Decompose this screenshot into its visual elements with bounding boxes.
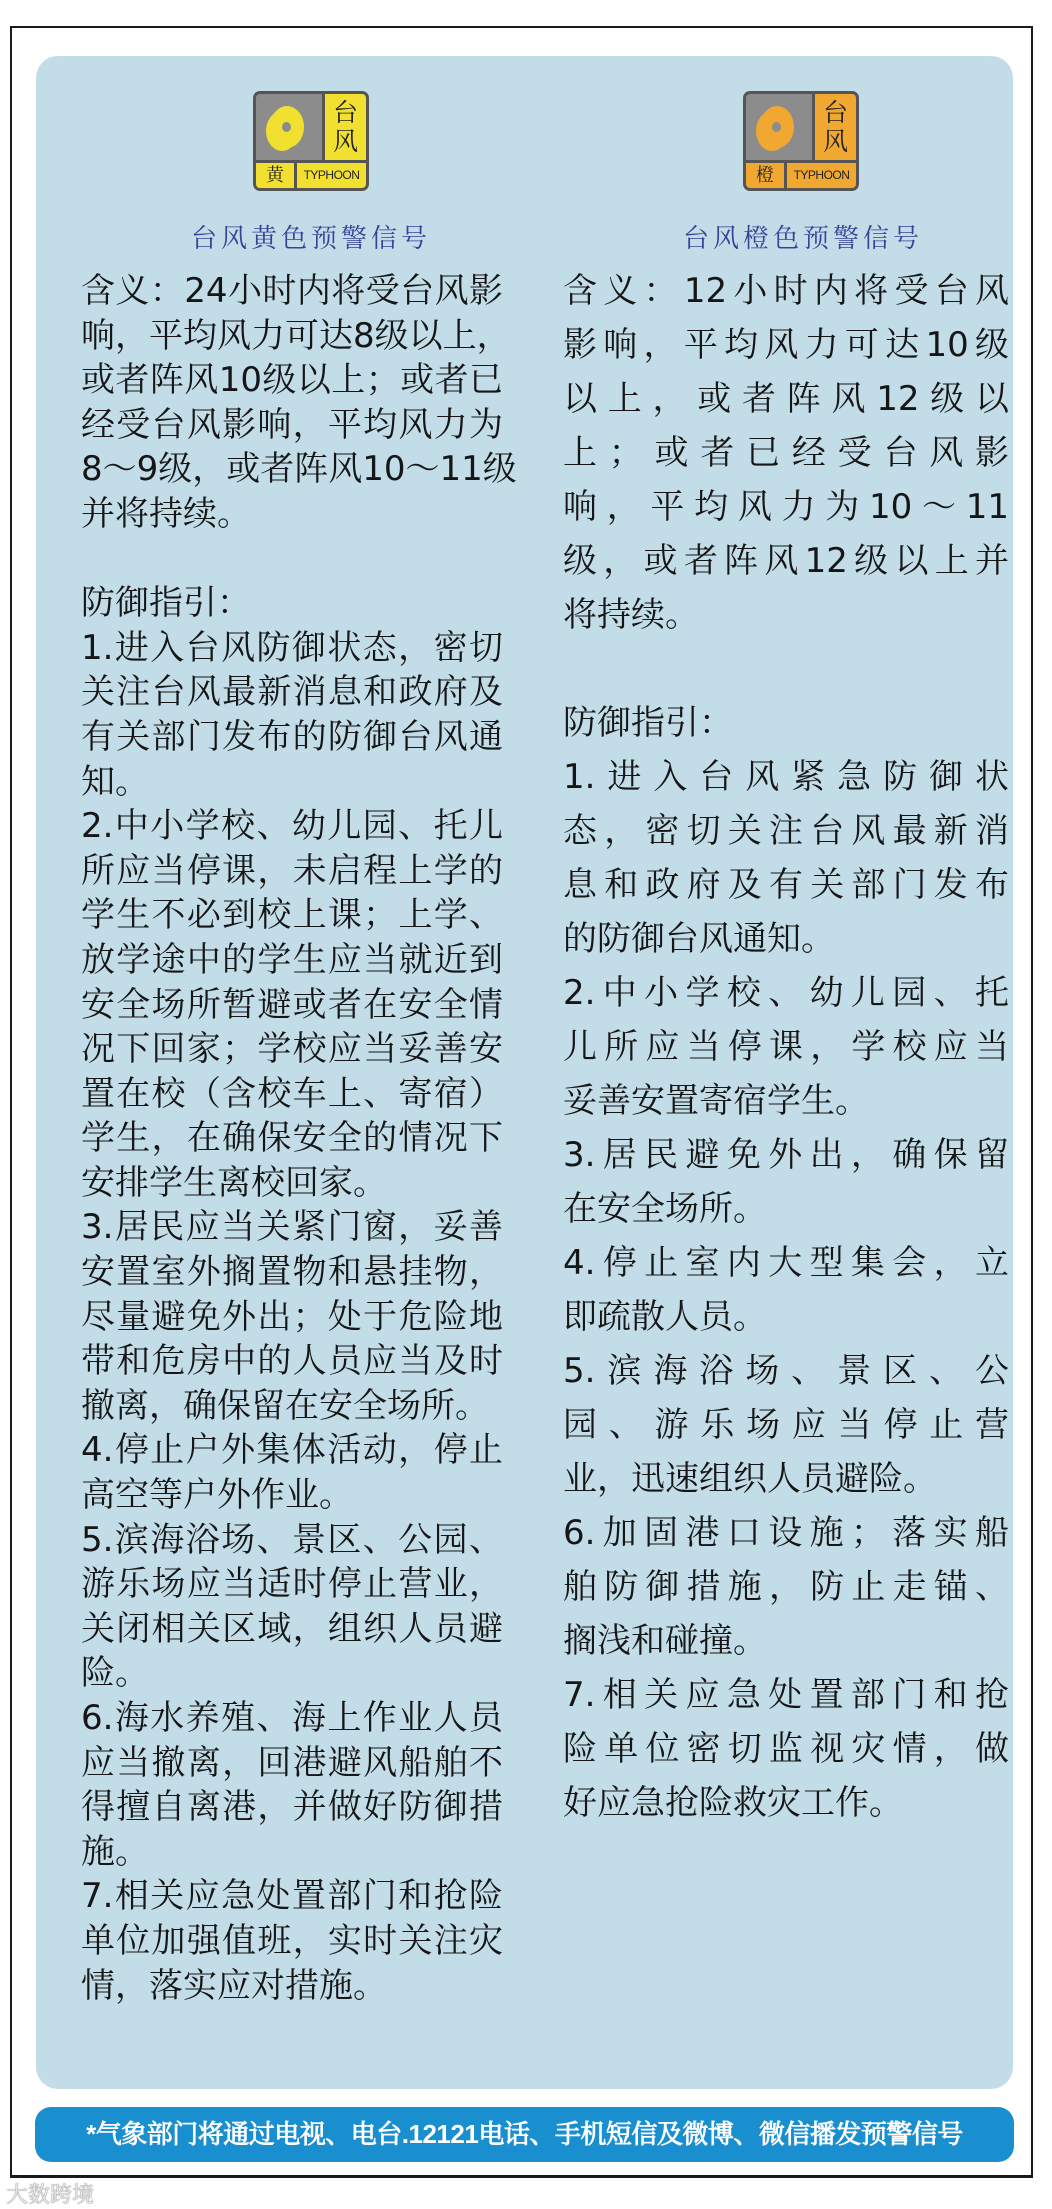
guide-item-line: 3.居民应当关紧门窗，妥善 bbox=[81, 1207, 503, 1248]
badge-char: 风 bbox=[332, 127, 358, 156]
guide-item-line: 4.停止室内大型集会，立 bbox=[563, 1243, 1009, 1283]
guide-item-line: 业，迅速组织人员避险。 bbox=[563, 1459, 937, 1499]
guide-item-line: 好应急抢险救灾工作。 bbox=[563, 1783, 903, 1823]
guide-item-line: 所应当停课，未启程上学的 bbox=[81, 850, 503, 891]
badge-english: TYPHOON bbox=[297, 163, 366, 188]
guide-item-line: 在安全场所。 bbox=[563, 1189, 767, 1229]
badge-char: 台 bbox=[822, 98, 848, 127]
badge-icon-area bbox=[256, 94, 322, 160]
guide-item-line: 园、游乐场应当停止营 bbox=[563, 1405, 1009, 1445]
guide-item-line: 7.相关应急处置部门和抢 bbox=[563, 1675, 1009, 1715]
guide-item-line: 7.相关应急处置部门和抢险 bbox=[81, 1876, 503, 1917]
guide-item-line: 情，落实应对措施。 bbox=[81, 1965, 387, 2006]
meaning-line: 或者阵风10级以上；或者已 bbox=[81, 360, 503, 401]
badge-icon-area bbox=[746, 94, 812, 160]
guide-item-line: 关注台风最新消息和政府及 bbox=[81, 672, 503, 713]
guide-item-line: 置在校（含校车上、寄宿） bbox=[81, 1073, 503, 1114]
guide-item-line: 搁浅和碰撞。 bbox=[563, 1621, 767, 1661]
guide-item-line: 险单位密切监视灾情，做 bbox=[563, 1729, 1009, 1769]
meaning-line: 以上，或者阵风12级以 bbox=[563, 379, 1009, 419]
meaning-line: 含义：24小时内将受台风影 bbox=[81, 271, 503, 311]
guide-item-line: 尽量避免外出；处于危险地 bbox=[81, 1296, 503, 1337]
meaning-line: 将持续。 bbox=[563, 595, 699, 635]
guide-item-line: 5.滨海浴场、景区、公 bbox=[563, 1351, 1009, 1391]
badge-level: 橙 bbox=[746, 163, 784, 188]
yellow-warning-title: 台风黄色预警信号 bbox=[190, 224, 431, 254]
guide-item-line: 学生不必到校上课；上学、 bbox=[81, 895, 503, 936]
guide-item-line: 舶防御措施，防止走锚、 bbox=[563, 1567, 1009, 1607]
watermark: 大数跨境 bbox=[6, 2183, 95, 2208]
guide-item-line: 高空等户外作业。 bbox=[81, 1475, 353, 1516]
guide-item-line: 妥善安置寄宿学生。 bbox=[563, 1081, 869, 1121]
guide-item-line: 即疏散人员。 bbox=[563, 1297, 767, 1337]
meaning-line: 含义：12小时内将受台风 bbox=[563, 271, 1009, 311]
guide-item-line: 关闭相关区域，组织人员避 bbox=[81, 1608, 503, 1649]
badge-char: 台 bbox=[332, 98, 358, 127]
guide-item-line: 儿所应当停课，学校应当 bbox=[563, 1027, 1009, 1067]
guide-item-line: 险。 bbox=[81, 1653, 149, 1694]
guide-item-line: 安全场所暂避或者在安全情 bbox=[81, 984, 503, 1025]
yellow-warning-text bbox=[81, 269, 517, 2008]
guide-item-line: 息和政府及有关部门发布 bbox=[563, 865, 1009, 905]
guide-item-line: 施。 bbox=[81, 1831, 149, 1872]
guide-item-line: 带和危房中的人员应当及时 bbox=[81, 1341, 503, 1382]
guide-item-line: 6.海水养殖、海上作业人员 bbox=[81, 1698, 503, 1738]
typhoon-orange-badge bbox=[743, 91, 859, 191]
meaning-line: 影响，平均风力可达10级 bbox=[563, 325, 1009, 365]
meaning-line: 8～9级，或者阵风10～11级 bbox=[81, 449, 517, 490]
guide-item-line: 有关部门发布的防御台风通 bbox=[81, 716, 503, 757]
guide-item-line: 撤离，确保留在安全场所。 bbox=[81, 1385, 489, 1426]
guide-item-line: 2.中小学校、幼儿园、托 bbox=[563, 973, 1009, 1013]
guide-heading: 防御指引： bbox=[563, 703, 733, 743]
badge-char: 风 bbox=[822, 127, 848, 156]
guide-item-line: 况下回家；学校应当妥善安 bbox=[81, 1029, 503, 1070]
badge-level: 黄 bbox=[256, 163, 294, 188]
typhoon-yellow-badge bbox=[253, 91, 369, 191]
orange-warning-text bbox=[563, 264, 1009, 1830]
typhoon-icon bbox=[270, 106, 304, 148]
badge-english: TYPHOON bbox=[787, 163, 856, 188]
meaning-line: 并将持续。 bbox=[81, 493, 251, 534]
guide-item-line: 学生，在确保安全的情况下 bbox=[81, 1118, 503, 1159]
meaning-line: 经受台风影响，平均风力为 bbox=[81, 404, 503, 445]
meaning-line: 响，平均风力可达8级以上， bbox=[81, 315, 511, 356]
guide-item-line: 得擅自离港，并做好防御措 bbox=[81, 1787, 503, 1828]
guide-item-line: 放学途中的学生应当就近到 bbox=[81, 939, 503, 980]
typhoon-icon bbox=[760, 106, 794, 148]
guide-item-line: 知。 bbox=[81, 761, 149, 802]
badge-chars bbox=[815, 94, 856, 160]
broadcast-notice-bar: *气象部门将通过电视、电台.12121电话、手机短信及微博、微信播发预警信号 bbox=[35, 2107, 1014, 2162]
badge-chars bbox=[325, 94, 366, 160]
guide-item-line: 安排学生离校回家。 bbox=[81, 1162, 387, 1203]
guide-item-line: 应当撤离，回港避风船舶不 bbox=[81, 1742, 503, 1783]
meaning-line: 级，或者阵风12级以上并 bbox=[563, 541, 1009, 581]
orange-warning-title: 台风橙色预警信号 bbox=[682, 224, 923, 254]
spacer bbox=[563, 642, 1009, 696]
guide-item-line: 单位加强值班，实时关注灾 bbox=[81, 1920, 503, 1961]
guide-item-line: 6.加固港口设施；落实船 bbox=[563, 1513, 1009, 1553]
guide-item-line: 1.进入台风紧急防御状 bbox=[563, 757, 1009, 797]
meaning-line: 上；或者已经受台风影 bbox=[563, 433, 1009, 473]
guide-heading: 防御指引： bbox=[81, 583, 251, 624]
guide-item-line: 安置室外搁置物和悬挂物， bbox=[81, 1252, 503, 1293]
guide-item-line: 游乐场应当适时停止营业， bbox=[81, 1564, 503, 1605]
guide-item-line: 4.停止户外集体活动，停止 bbox=[81, 1430, 503, 1471]
guide-item-line: 3.居民避免外出，确保留 bbox=[563, 1135, 1009, 1175]
guide-item-line: 1.进入台风防御状态，密切 bbox=[81, 627, 503, 668]
spacer bbox=[81, 537, 503, 582]
guide-item-line: 5.滨海浴场、景区、公园、 bbox=[81, 1519, 503, 1560]
guide-item-line: 的防御台风通知。 bbox=[563, 919, 835, 959]
meaning-line: 响，平均风力为10～11 bbox=[563, 487, 1009, 527]
guide-item-line: 2.中小学校、幼儿园、托儿 bbox=[81, 806, 503, 847]
guide-item-line: 态，密切关注台风最新消 bbox=[563, 811, 1009, 851]
